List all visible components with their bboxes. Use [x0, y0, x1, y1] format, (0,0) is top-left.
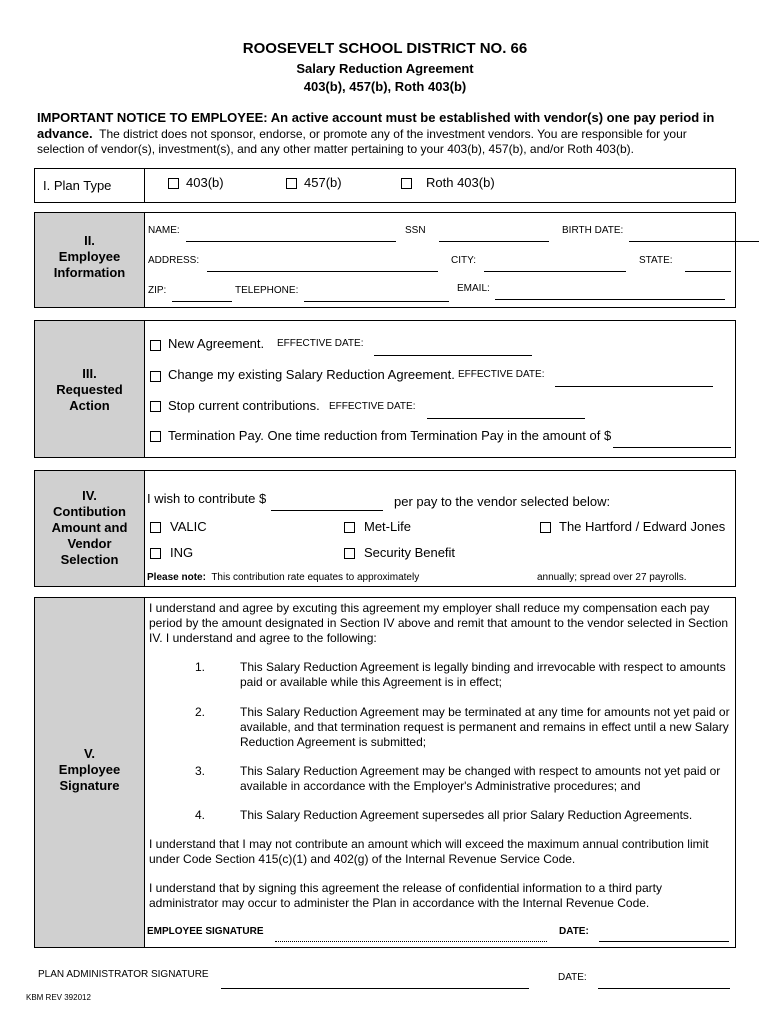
checkbox-change-agreement[interactable] — [150, 371, 161, 382]
ssn-field[interactable] — [439, 241, 549, 242]
city-field[interactable] — [484, 271, 626, 272]
item-text: This Salary Reduction Agreement may be terminated at any time for amounts not yet paid or available, and that termination request is permanent and remains in effect until a new Salary Reduction Agreement is submitted; — [240, 705, 730, 749]
release-paragraph: I understand that by signing this agreement the release of confidential information to a third party administrator may occur to administer the Plan in accordance with the Internal Revenue Code. — [149, 881, 662, 910]
item-text: This Salary Reduction Agreement supersedes all prior Salary Reduction Agreements. — [240, 808, 693, 822]
plan-admin-label: PLAN ADMINISTRATOR SIGNATURE — [38, 969, 209, 980]
intro-paragraph: I understand and agree by excuting this agreement my employer shall reduce my compensation each pay period by the amount designated in Section IV above and remit that amount to the vendor selected in Section IV. I understand and agree to the following: — [149, 601, 729, 645]
effective-date-field-change[interactable] — [555, 386, 713, 387]
employee-signature-label: EMPLOYEE SIGNATURE — [147, 926, 264, 937]
change-agreement-text: Change my existing Salary Reduction Agreement. — [168, 367, 455, 382]
vendor-hartford: The Hartford / Edward Jones — [559, 519, 726, 534]
employee-signature-field[interactable] — [275, 941, 547, 942]
city-label: CITY: — [451, 255, 477, 266]
checkbox-ing[interactable] — [150, 548, 161, 559]
name-field[interactable] — [186, 241, 396, 242]
effective-date-label: EFFECTIVE DATE: — [458, 369, 545, 380]
item-num: 1. — [195, 660, 206, 674]
ssn-label: SSN — [405, 225, 426, 236]
limit-paragraph: I understand that I may not contribute an amount which will exceed the maximum annual contribution limit under Code Section 415(c)(1) and 402(g) of the Internal Revenue Service Code. — [149, 837, 709, 866]
checkbox-457b[interactable] — [286, 178, 297, 189]
item-text: This Salary Reduction Agreement is legally binding and irrevocable with respect to amounts paid or available while this Agreement is in effect; — [240, 660, 726, 689]
vendor-security-benefit: Security Benefit — [364, 545, 456, 560]
address-label: ADDRESS: — [148, 255, 200, 266]
option-roth-403b: Roth 403(b) — [426, 175, 495, 190]
checkbox-hartford[interactable] — [540, 522, 551, 533]
checkbox-new-agreement[interactable] — [150, 340, 161, 351]
revision-code: KBM REV 392012 — [26, 993, 91, 1002]
checkbox-security-benefit[interactable] — [344, 548, 355, 559]
signature-date-label: DATE: — [559, 926, 589, 937]
section-title-2: Information — [53, 265, 126, 280]
note — [147, 572, 419, 583]
contribution-label — [35, 471, 145, 586]
name-label: NAME: — [148, 225, 180, 236]
item-num: 2. — [195, 705, 206, 719]
section-title-3: Vendor — [67, 536, 112, 551]
telephone-label: TELEPHONE: — [235, 285, 299, 296]
new-agreement-text: New Agreement. — [168, 336, 265, 351]
vendor-met-life: Met-Life — [364, 519, 411, 534]
effective-date-field-new[interactable] — [374, 355, 532, 356]
address-field[interactable] — [207, 271, 438, 272]
section-title-2: Amount and — [51, 520, 128, 535]
checkbox-met-life[interactable] — [344, 522, 355, 533]
option-403b: 403(b) — [186, 175, 224, 190]
birth-date-label: BIRTH DATE: — [562, 225, 624, 236]
plan-list: 403(b), 457(b), Roth 403(b) — [303, 79, 467, 94]
plan-type-label: I. Plan Type — [35, 169, 145, 202]
requested-action-label — [35, 321, 145, 457]
termination-pay-text: Termination Pay. One time reduction from Termination Pay in the amount of $ — [168, 428, 612, 443]
form-subtitle: Salary Reduction Agreement — [296, 61, 474, 76]
state-field[interactable] — [685, 271, 731, 272]
notice-text: The district does not sponsor, endorse, or promote any of the investment vendors. You are responsible for your selection of vendor(s), investment(s), and any other matter pertaining to your 403(b), 457(b), and/or Roth 403(b). — [37, 127, 687, 156]
section-title-1: Employee — [58, 762, 121, 777]
checkbox-termination-pay[interactable] — [150, 431, 161, 442]
important-notice — [37, 110, 737, 157]
zip-field[interactable] — [172, 301, 232, 302]
email-field[interactable] — [495, 299, 725, 300]
vendor-valic: VALIC — [170, 519, 207, 534]
per-pay-text: per pay to the vendor selected below: — [394, 494, 611, 509]
effective-date-label: EFFECTIVE DATE: — [277, 338, 364, 349]
admin-date-label: DATE: — [558, 972, 587, 983]
section-num: III. — [82, 366, 97, 381]
section-title-1: Requested — [56, 382, 123, 397]
email-label: EMAIL: — [457, 283, 490, 294]
checkbox-valic[interactable] — [150, 522, 161, 533]
section-plan-type — [34, 168, 736, 203]
item-num: 4. — [195, 808, 206, 822]
telephone-field[interactable] — [304, 301, 449, 302]
contribute-text: I wish to contribute $ — [147, 491, 267, 506]
notice-bold: IMPORTANT NOTICE TO EMPLOYEE: An active account must be established with vendor(s) one pay period in advance. — [37, 110, 715, 141]
note-end: annually; spread over 27 payrolls. — [537, 572, 687, 583]
section-num: IV. — [82, 488, 97, 503]
section-title-1: Contibution — [53, 504, 126, 519]
district-title: ROOSEVELT SCHOOL DISTRICT NO. 66 — [242, 40, 528, 57]
effective-date-label: EFFECTIVE DATE: — [329, 401, 416, 412]
section-title-4: Selection — [60, 552, 119, 567]
note-text: This contribution rate equates to approximately — [211, 572, 420, 583]
checkbox-roth-403b[interactable] — [401, 178, 412, 189]
section-requested-action — [34, 320, 736, 458]
section-contribution — [34, 470, 736, 587]
state-label: STATE: — [639, 255, 673, 266]
note-bold: Please note: — [147, 572, 206, 583]
birth-date-field[interactable] — [629, 241, 759, 242]
section-num: V. — [83, 746, 96, 761]
section-employee-info — [34, 212, 736, 308]
admin-date-field[interactable] — [598, 988, 730, 989]
plan-admin-signature-field[interactable] — [221, 988, 529, 989]
section-num: II. — [84, 233, 95, 248]
option-457b: 457(b) — [304, 175, 342, 190]
item-num: 3. — [195, 764, 206, 778]
checkbox-403b[interactable] — [168, 178, 179, 189]
effective-date-field-stop[interactable] — [427, 418, 585, 419]
vendor-ing: ING — [170, 545, 194, 560]
checkbox-stop-contributions[interactable] — [150, 401, 161, 412]
contribution-amount-field[interactable] — [271, 510, 383, 511]
termination-amount-field[interactable] — [613, 447, 731, 448]
item-text: This Salary Reduction Agreement may be changed with respect to amounts not yet paid or available in accordance with the Employer's Administrative procedures; and — [240, 764, 721, 793]
section-title-2: Signature — [59, 778, 120, 793]
section-title-1: Employee — [58, 249, 121, 264]
signature-label — [35, 598, 145, 947]
section-title-2: Action — [69, 398, 110, 413]
signature-date-field[interactable] — [599, 941, 729, 942]
section-signature — [34, 597, 736, 948]
employee-info-label — [35, 213, 145, 307]
stop-contributions-text: Stop current contributions. — [168, 398, 320, 413]
zip-label: ZIP: — [148, 285, 167, 296]
